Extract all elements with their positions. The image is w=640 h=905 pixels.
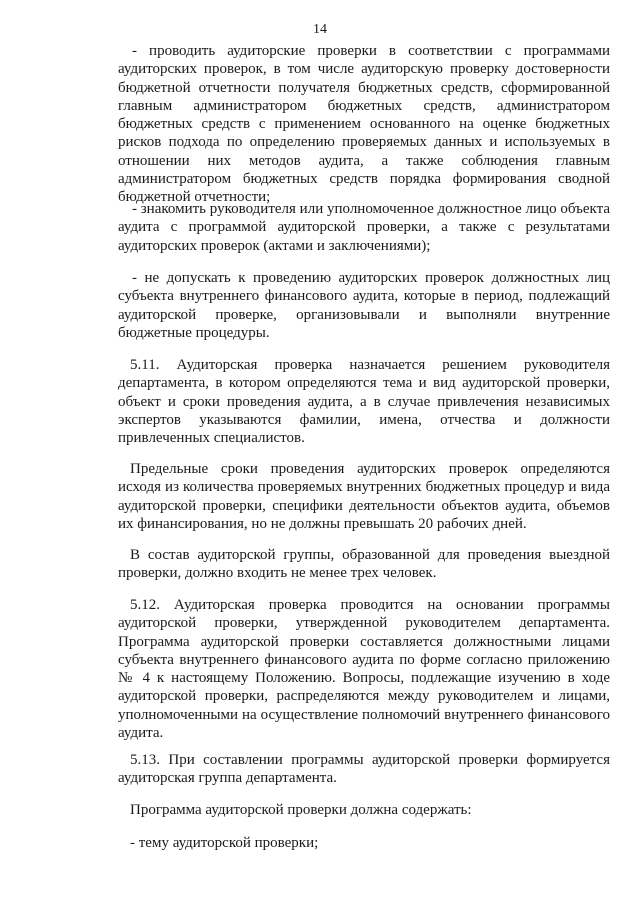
- page-number: 14: [313, 22, 327, 37]
- paragraph-5-11: 5.11. Аудиторская проверка назначается решением руководителя департамента, в котором определяются тема и вид аудиторской проверки, объект и сроки проведения аудита, а в случае привлечения независимых экспертов указываются фамилии, имена, отчества и должности привлеченных специалистов.: [118, 357, 610, 447]
- paragraph-deadlines: Предельные сроки проведения аудиторских проверок определяются исходя из количества проверяемых внутренних бюджетных процедур и вида аудиторской проверки, специфики деятельности объектов аудита, объемов их финансирования, но не должны превышать 20 рабочих дней.: [118, 461, 610, 532]
- paragraph-familiarize: - знакомить руководителя или уполномоченное должностное лицо объекта аудита с программой аудиторской проверки, а также с результатами аудиторских проверок (актами и заключениями);: [118, 201, 610, 254]
- paragraph-no-admission: - не допускать к проведению аудиторских проверок должностных лиц субъекта внутреннего финансового аудита, которые в период, подлежащий аудиторской проверке, организовывали и выполняли внутренние бюджетные процедуры.: [118, 270, 610, 341]
- paragraph-audit-group: В состав аудиторской группы, образованной для проведения выездной проверки, должно входить не менее трех человек.: [118, 547, 610, 582]
- paragraph-5-12: 5.12. Аудиторская проверка проводится на основании программы аудиторской проверки, утвержденной руководителем департамента. Программа аудиторской проверки составляется должностными лицами субъекта внутреннего финансового аудита по форме согласно приложению № 4 к настоящему Положению. Вопросы, подлежащие изучению в ходе аудиторской проверки, распределяются между руководителем и лицами, уполномоченными на осуществление полномочий внутреннего финансового аудита.: [118, 597, 610, 742]
- paragraph-topic: - тему аудиторской проверки;: [130, 835, 319, 851]
- paragraph-5-13: 5.13. При составлении программы аудиторской проверки формируется аудиторская группа департамента.: [118, 752, 610, 787]
- paragraph-audit-duties: - проводить аудиторские проверки в соответствии с программами аудиторских проверок, в том числе аудиторскую проверку достоверности бюджетной отчетности получателя бюджетных средств, сформированной главным администратором бюджетных средств, администратором бюджетных средств с применением основанного на оценке бюджетных рисков подхода по определению проверяемых данных и используемых в отношении них методов аудита, а также соблюдения главным администратором бюджетных средств порядка формирования сводной бюджетной отчетности;: [118, 43, 610, 206]
- paragraph-program-contents: Программа аудиторской проверки должна содержать:: [130, 802, 472, 818]
